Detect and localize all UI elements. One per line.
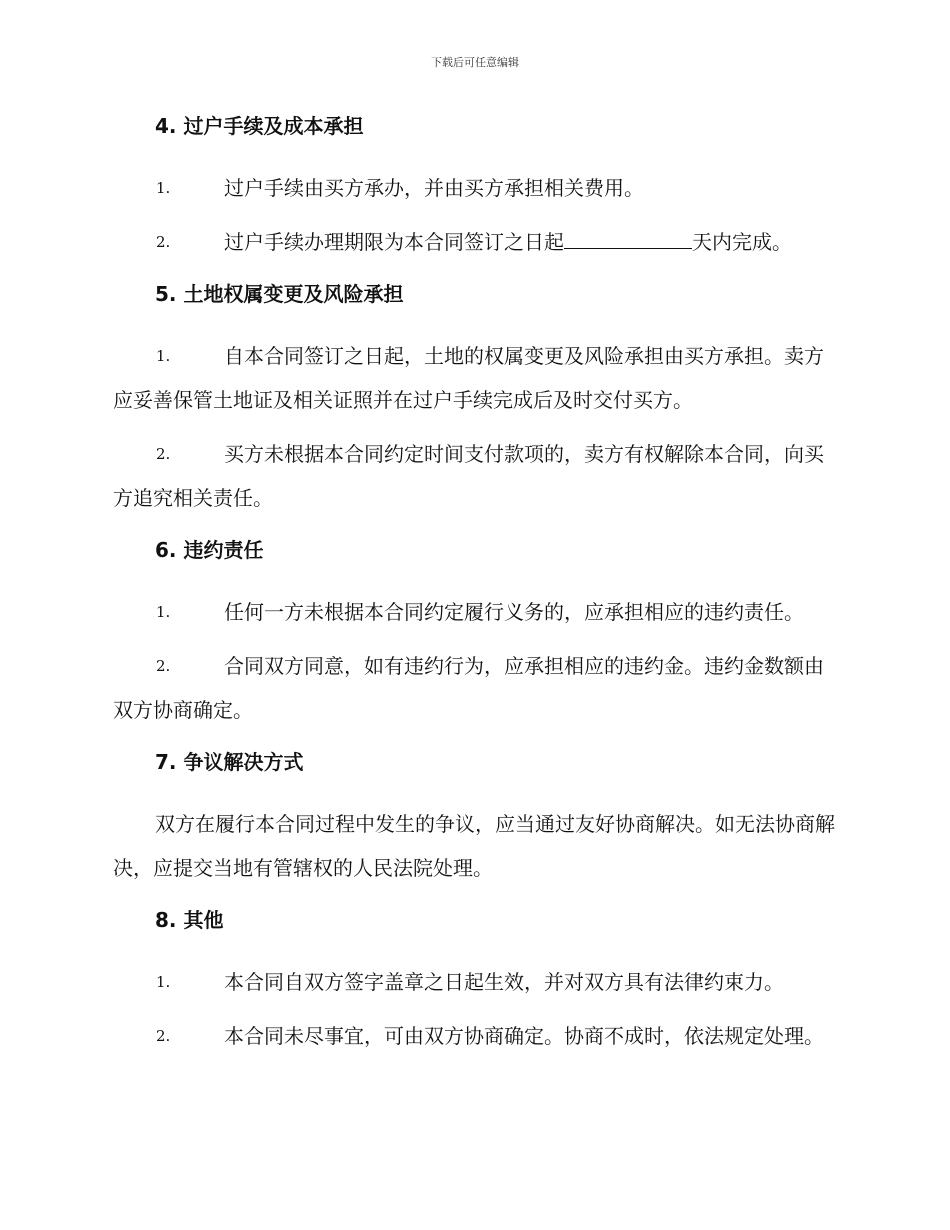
item-text: 过户手续办理期限为本合同签订之日起 xyxy=(224,230,564,254)
list-item xyxy=(113,220,835,264)
list-item xyxy=(113,644,835,732)
blank-field xyxy=(564,230,692,249)
item-number: 1. xyxy=(156,179,171,197)
item-text: 过户手续由买方承办，并由买方承担相关费用。 xyxy=(224,176,644,200)
list-item xyxy=(113,166,835,210)
item-number: 1. xyxy=(156,347,171,365)
page-header: 下载后可任意编辑 xyxy=(431,56,519,69)
item-number: 1. xyxy=(156,973,171,991)
section-heading-7: 7. 争议解决方式 xyxy=(155,750,304,774)
item-number: 1. xyxy=(156,603,171,621)
section-heading-5: 5. 土地权属变更及风险承担 xyxy=(155,282,404,306)
item-text: 买方未根据本合同约定时间支付款项的，卖方有权解除本合同，向买方追究相关责任。 xyxy=(113,442,824,510)
list-item xyxy=(113,432,835,520)
item-text-suffix: 天内完成。 xyxy=(692,230,792,254)
item-text: 任何一方未根据本合同约定履行义务的，应承担相应的违约责任。 xyxy=(224,600,804,624)
list-item xyxy=(113,960,835,1004)
section-paragraph: 双方在履行本合同过程中发生的争议，应当通过友好协商解决。如无法协商解决，应提交当地有管辖权的人民法院处理。 xyxy=(113,812,835,880)
list-item xyxy=(113,1014,835,1058)
item-text: 合同双方同意，如有违约行为，应承担相应的违约金。违约金数额由双方协商确定。 xyxy=(113,654,824,722)
item-number: 2. xyxy=(156,1027,171,1045)
item-number: 2. xyxy=(156,445,171,463)
section-heading-8: 8. 其他 xyxy=(155,908,224,932)
section-heading-4: 4. 过户手续及成本承担 xyxy=(155,114,364,138)
document-body xyxy=(113,112,835,1058)
section-heading-6: 6. 违约责任 xyxy=(155,538,264,562)
item-number: 2. xyxy=(156,233,171,251)
list-item xyxy=(113,334,835,422)
item-text: 自本合同签订之日起，土地的权属变更及风险承担由买方承担。卖方应妥善保管土地证及相关证照并在过户手续完成后及时交付买方。 xyxy=(113,344,824,412)
item-number: 2. xyxy=(156,657,171,675)
item-text: 本合同未尽事宜，可由双方协商确定。协商不成时，依法规定处理。 xyxy=(224,1024,824,1048)
item-text: 本合同自双方签字盖章之日起生效，并对双方具有法律约束力。 xyxy=(224,970,784,994)
list-item xyxy=(113,590,835,634)
